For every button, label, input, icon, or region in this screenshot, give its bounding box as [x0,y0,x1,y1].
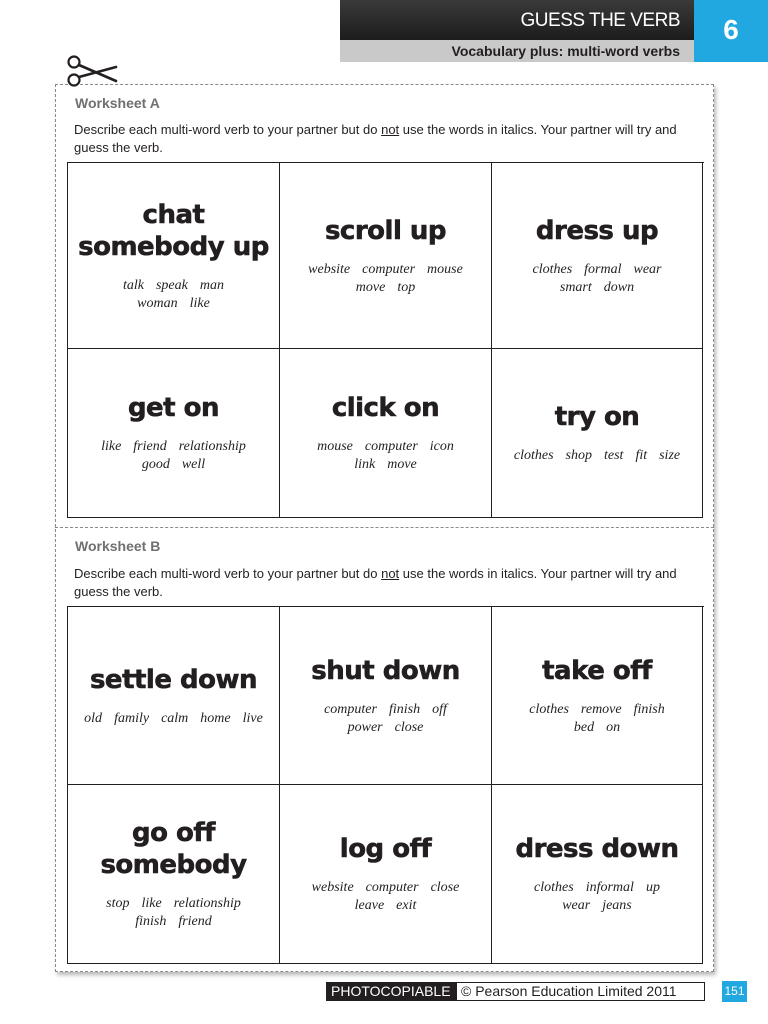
forbidden-words-line [318,719,453,737]
forbidden-word: close [394,719,424,735]
forbidden-word: test [603,448,624,463]
forbidden-word: formal [584,261,622,277]
forbidden-word: relationship [178,439,246,454]
header-subtitle: Vocabulary plus: multi-word verbs [340,40,694,62]
forbidden-word: speak [155,277,188,293]
forbidden-word: stop [106,896,130,911]
forbidden-word: finish [633,701,665,717]
unit-number: 6 [694,0,768,62]
verb-line: log off [339,834,432,864]
forbidden-words [311,438,460,474]
verb-phrase [542,655,652,687]
forbidden-words [95,438,252,474]
forbidden-word: fit [635,448,648,463]
forbidden-words-line [527,279,668,297]
forbidden-word: calm [161,710,189,726]
forbidden-word: clothes [532,261,573,277]
forbidden-words-line [528,897,666,915]
forbidden-word: close [430,880,460,895]
verb-phrase [515,833,678,865]
forbidden-words [527,261,668,297]
verb-phrase [332,392,439,424]
forbidden-word: computer [362,261,416,277]
forbidden-words-line [95,456,252,474]
forbidden-word: woman [137,295,178,311]
forbidden-word: move [387,457,417,472]
copyright-notice: © Pearson Education Limited 2011 [456,982,705,1001]
forbidden-words-line [100,895,247,913]
forbidden-word: like [101,439,122,454]
forbidden-words-line [78,710,269,728]
forbidden-word: bed [573,719,595,735]
cut-line-divider [55,527,714,528]
forbidden-word: smart [559,279,592,295]
forbidden-words [528,879,666,915]
forbidden-word: on [606,719,621,735]
verb-phrase [555,401,640,433]
forbidden-words-line [311,438,460,456]
forbidden-word: size [659,448,681,463]
forbidden-words-line [527,261,668,279]
forbidden-word: down [603,279,635,295]
forbidden-word: website [311,880,354,895]
forbidden-word: well [181,457,206,472]
page-number: 151 [722,981,747,1002]
verb-phrase [311,655,459,687]
verb-phrase [100,817,246,881]
verb-phrase [78,199,269,263]
forbidden-word: computer [364,439,418,454]
worksheet-a-title: Worksheet A [75,95,160,111]
verb-card [492,163,703,349]
worksheet-b-title: Worksheet B [75,538,161,554]
forbidden-word: website [308,261,351,277]
forbidden-words [78,710,269,728]
forbidden-word: clothes [534,880,574,895]
verb-card [280,163,492,349]
verb-phrase [536,215,658,247]
forbidden-words-line [523,701,670,719]
forbidden-words [117,277,230,313]
forbidden-word: jeans [602,898,632,913]
forbidden-words [100,895,247,931]
verb-line: try on [554,402,640,432]
forbidden-words-line [528,879,666,897]
forbidden-words-line [318,701,453,719]
forbidden-words-line [306,879,466,897]
forbidden-words-line [306,897,466,915]
forbidden-word: talk [122,277,144,293]
forbidden-words [508,447,686,465]
verb-card [280,349,492,518]
forbidden-word: clothes [513,448,554,463]
forbidden-word: mouse [427,261,463,277]
forbidden-word: icon [429,439,454,454]
forbidden-word: informal [585,880,634,895]
verb-line: click on [331,393,440,423]
verb-line: chat [142,199,205,230]
forbidden-word: live [242,710,263,726]
forbidden-word: like [141,896,162,911]
verb-line: dress down [515,834,679,864]
forbidden-word: leave [354,898,385,913]
forbidden-word: wear [633,261,662,277]
forbidden-words [523,701,670,737]
verb-phrase [128,392,219,424]
forbidden-words-line [100,913,247,931]
forbidden-word: finish [135,914,167,929]
verb-line: scroll up [324,215,447,246]
worksheet-a-grid [67,162,704,518]
forbidden-word: top [397,279,416,295]
verb-card [492,785,703,964]
forbidden-word: like [189,295,210,311]
header-title: GUESS THE VERB [340,0,694,40]
forbidden-word: family [114,710,150,726]
forbidden-word: good [141,457,170,472]
forbidden-word: exit [396,898,417,913]
forbidden-words-line [508,447,686,465]
forbidden-word: power [347,719,383,735]
verb-phrase [325,215,446,247]
forbidden-word: off [432,701,447,717]
forbidden-word: clothes [529,701,569,717]
verb-line: somebody up [78,231,269,262]
verb-line: settle down [89,664,258,695]
forbidden-word: old [84,710,103,726]
verb-phrase [90,664,257,696]
forbidden-word: mouse [317,439,353,454]
forbidden-words [306,879,466,915]
forbidden-word: wear [562,898,591,913]
worksheet-a-instructions: Describe each multi-word verb to your partner but do not use the words in italics. Your partner will try and guess the verb. [74,122,677,155]
forbidden-words-line [95,438,252,456]
verb-card [68,607,280,785]
forbidden-word: computer [324,701,377,717]
forbidden-word: home [200,710,231,726]
forbidden-words-line [523,719,670,737]
verb-card [280,607,492,785]
forbidden-word: shop [565,448,592,463]
verb-card [492,607,703,785]
forbidden-words-line [117,295,230,313]
forbidden-word: remove [580,701,622,717]
verb-card [68,163,280,349]
forbidden-word: friend [178,914,212,929]
photocopiable-label: PHOTOCOPIABLE [326,982,456,1001]
forbidden-word: move [355,279,386,295]
forbidden-word: friend [133,439,167,454]
scissors-icon [64,54,118,88]
forbidden-words-line [302,261,469,279]
verb-line: dress up [535,215,659,246]
verb-line: somebody [100,850,247,880]
forbidden-words-line [311,456,460,474]
forbidden-word: computer [365,880,419,895]
verb-card [280,785,492,964]
worksheet-b-instructions: Describe each multi-word verb to your partner but do not use the words in italics. Your partner will try and guess the verb. [74,566,677,599]
verb-line: take off [542,655,652,686]
worksheet-b-grid [67,606,704,964]
verb-card [68,349,280,518]
forbidden-words [318,701,453,737]
verb-line: get on [127,393,220,423]
forbidden-word: finish [388,701,421,717]
forbidden-words-line [117,277,230,295]
forbidden-word: up [645,880,660,895]
verb-phrase [340,833,431,865]
forbidden-word: relationship [173,896,241,911]
verb-line: shut down [311,655,460,686]
forbidden-words [302,261,469,297]
forbidden-words-line [302,279,469,297]
verb-card [492,349,703,518]
verb-card [68,785,280,964]
forbidden-word: link [354,457,376,472]
verb-line: go off [131,818,215,848]
forbidden-word: man [199,277,224,293]
